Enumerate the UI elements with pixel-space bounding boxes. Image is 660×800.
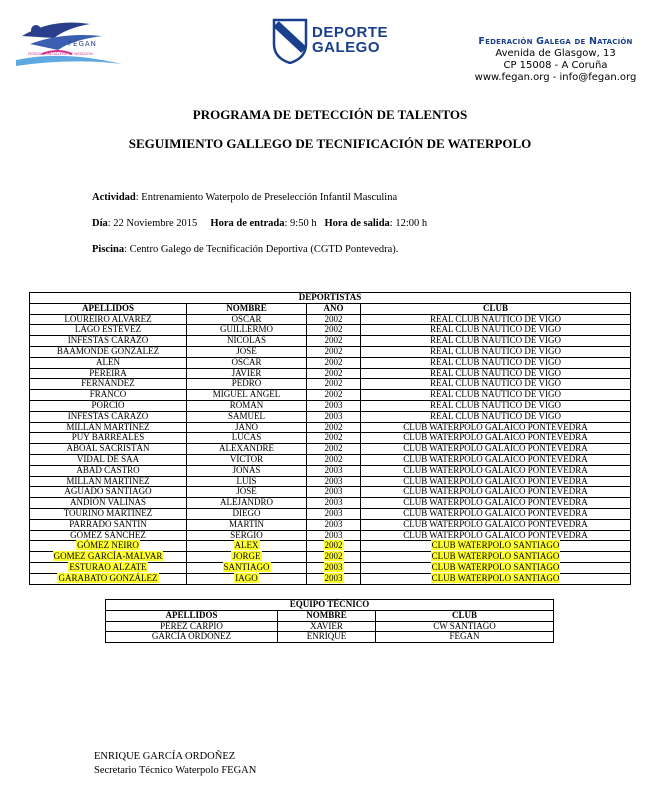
piscina-value: : Centro Galego de Tecnificación Deportiva (CGTD Pontevedra). — [124, 244, 399, 255]
cell-club-text: CLUB WATERPOLO GALAICO PONTEVEDRA — [403, 475, 588, 486]
cell-apellidos-text: TOURIÑO MARTÍNEZ — [63, 507, 153, 518]
cell-nombre-text: IAGO — [235, 572, 258, 583]
col-nombre: NOMBRE — [187, 303, 307, 314]
cell-club — [361, 357, 631, 368]
fegan-logo — [12, 10, 152, 72]
cell-nombre — [187, 498, 307, 509]
col-apellidos: APELLIDOS — [30, 303, 187, 314]
cell-club-text: REAL CLUB NAUTICO DE VIGO — [430, 389, 561, 400]
cell-apellidos-text: GOMEZ SÁNCHEZ — [70, 529, 146, 540]
cell-nombre — [187, 454, 307, 465]
cell-nombre — [187, 379, 307, 390]
cell-ano-text: 2003 — [324, 475, 343, 486]
signature-name: ENRIQUE GARCÍA ORDOÑEZ — [94, 751, 236, 762]
cell-nombre — [187, 390, 307, 401]
salida-label: Hora de salida — [324, 218, 390, 229]
cell-ano-text: 2002 — [324, 540, 343, 551]
cell-club-text: CLUB WATERPOLO GALAICO PONTEVEDRA — [403, 432, 588, 443]
deportista-row — [30, 400, 631, 411]
cell-nombre-text: DIEGO — [232, 507, 261, 518]
deportista-row — [30, 379, 631, 390]
cell-apellidos — [30, 454, 187, 465]
cell-club-text: CLUB WATERPOLO GALAICO PONTEVEDRA — [403, 453, 588, 464]
cell-ano-text: 2002 — [324, 367, 343, 378]
cell-apellidos — [30, 519, 187, 530]
cell-ano — [307, 519, 361, 530]
cell-apellidos — [30, 498, 187, 509]
cell-nombre-text: JAVIER — [231, 367, 262, 378]
cell-club-text: REAL CLUB NAUTICO DE VIGO — [430, 335, 561, 346]
cell-ano-text: 2002 — [324, 356, 343, 367]
cell-nombre — [187, 336, 307, 347]
cell-apellidos — [30, 552, 187, 563]
deportista-row — [30, 325, 631, 336]
cell-nombre-text: OSCAR — [231, 356, 262, 367]
cell-nombre — [187, 519, 307, 530]
cell-ano — [307, 422, 361, 433]
cell-nombre-text: SAMUEL — [227, 410, 265, 421]
cell-apellidos — [30, 346, 187, 357]
page-title: PROGRAMA DE DETECCIÓN DE TALENTOS — [192, 107, 468, 122]
cell-ano — [307, 325, 361, 336]
cell-nombre-text: GUILLERMO — [220, 324, 273, 335]
cell-ano — [307, 433, 361, 444]
dia-label: Día — [92, 218, 108, 229]
deportista-row — [30, 368, 631, 379]
cell-apellidos — [30, 444, 187, 455]
cell-ano-text: 2002 — [324, 313, 343, 324]
entrada-label: Hora de entrada — [210, 218, 285, 229]
cell-ano — [307, 411, 361, 422]
cell-ano — [307, 573, 361, 584]
cell-ano-text: 2002 — [324, 378, 343, 389]
cell-ano-text: 2003 — [324, 410, 343, 421]
cell-club — [361, 422, 631, 433]
deportista-row — [30, 541, 631, 552]
deportistas-title: DEPORTISTAS — [30, 293, 631, 304]
cell-ano-text: 2003 — [324, 561, 343, 572]
cell-club-text: REAL CLUB NAUTICO DE VIGO — [430, 410, 561, 421]
cell-club-text: REAL CLUB NAUTICO DE VIGO — [430, 378, 561, 389]
cell-nombre — [187, 573, 307, 584]
cell-club — [361, 314, 631, 325]
cell-ano — [307, 390, 361, 401]
cell-ano — [307, 465, 361, 476]
deportista-row — [30, 411, 631, 422]
cell-apellidos — [30, 336, 187, 347]
cell-ano-text: 2003 — [324, 497, 343, 508]
cell-apellidos-text: ESTURAO ALZATE — [69, 561, 147, 572]
deportistas-body — [30, 314, 631, 584]
cell-ano — [307, 508, 361, 519]
salida-value: : 12:00 h — [389, 218, 428, 229]
cell-apellidos-text: INFESTAS CARAZO — [67, 335, 149, 346]
cell-ano-text: 2003 — [324, 529, 343, 540]
cell-ano — [307, 368, 361, 379]
deportista-row — [30, 454, 631, 465]
cell-ano-text: 2002 — [324, 453, 343, 464]
col-club: CLUB — [361, 303, 631, 314]
tec-col-nombre: NOMBRE — [278, 610, 376, 621]
cell-apellidos-text: FERNÁNDEZ — [81, 378, 135, 389]
cell-nombre — [187, 444, 307, 455]
cell-nombre — [187, 508, 307, 519]
cell-nombre-text: OSCAR — [231, 313, 262, 324]
deportista-row — [30, 530, 631, 541]
cell-club — [361, 541, 631, 552]
cell-ano — [307, 562, 361, 573]
cell-apellidos-text: FRANCO — [89, 389, 127, 400]
cell-apellidos-text: PARRADO SANTIN — [69, 518, 147, 529]
cell-apellidos-text: GÓMEZ NEIRO — [77, 540, 139, 551]
cell-apellidos — [30, 573, 187, 584]
actividad-value: : Entrenamiento Waterpolo de Preselección Infantil Masculina — [135, 192, 398, 203]
cell-nombre — [187, 346, 307, 357]
cell-apellidos — [30, 541, 187, 552]
cell-nombre — [187, 411, 307, 422]
cell-club-text: CLUB WATERPOLO GALAICO PONTEVEDRA — [403, 421, 588, 432]
deportista-row — [30, 422, 631, 433]
tec-cell-nombre: ENRIQUE — [278, 632, 376, 643]
deportista-row — [30, 562, 631, 573]
cell-nombre-text: VÍCTOR — [229, 453, 264, 464]
cell-apellidos-text: ANDIÓN VALIÑAS — [70, 497, 146, 508]
cell-apellidos — [30, 433, 187, 444]
deportista-row — [30, 357, 631, 368]
cell-apellidos-text: ABOAL SACRISTÁN — [66, 443, 150, 454]
cell-club-text: CLUB WATERPOLO GALAICO PONTEVEDRA — [403, 497, 588, 508]
cell-nombre-text: NICOLÁS — [226, 335, 266, 346]
deportista-row — [30, 519, 631, 530]
cell-nombre-text: ALEXANDRE — [219, 443, 274, 454]
info-piscina — [92, 244, 398, 255]
info-dia — [92, 218, 427, 229]
deportista-row — [30, 552, 631, 563]
cell-apellidos — [30, 357, 187, 368]
cell-club-text: CLUB WATERPOLO GALAICO PONTEVEDRA — [403, 518, 588, 529]
signature-role: Secretario Técnico Waterpolo FEGAN — [94, 765, 257, 776]
deportista-row — [30, 433, 631, 444]
cell-nombre — [187, 465, 307, 476]
deportista-row — [30, 390, 631, 401]
cell-nombre — [187, 562, 307, 573]
cell-club — [361, 454, 631, 465]
cell-ano-text: 2002 — [324, 335, 343, 346]
cell-apellidos-text: LAGO ESTÉVEZ — [74, 324, 142, 335]
cell-ano-text: 2002 — [324, 443, 343, 454]
tec-cell-club: FEGAN — [376, 632, 554, 643]
tecnico-body — [106, 621, 554, 643]
cell-ano-text: 2003 — [324, 518, 343, 529]
tec-cell-nombre: XAVIER — [278, 621, 376, 632]
cell-nombre — [187, 368, 307, 379]
deportistas-table — [29, 292, 631, 585]
cell-apellidos — [30, 390, 187, 401]
cell-nombre — [187, 433, 307, 444]
cell-nombre-text: MARTÍN — [229, 518, 264, 529]
cell-club — [361, 444, 631, 455]
cell-nombre-text: MIGUEL ÁNGEL — [212, 389, 281, 400]
cell-club — [361, 552, 631, 563]
deportista-row — [30, 508, 631, 519]
cell-apellidos-text: ABAD CASTRO — [76, 464, 140, 475]
org-name: Federación Galega de Natación — [478, 36, 633, 47]
cell-nombre — [187, 487, 307, 498]
cell-apellidos-text: PUY BARREALES — [71, 432, 145, 443]
deportista-row — [30, 476, 631, 487]
cell-nombre-text: JORGE — [232, 551, 261, 562]
tecnico-row — [106, 621, 554, 632]
org-address-2: CP 15008 - A Coruña — [503, 60, 608, 71]
cell-ano-text: 2002 — [324, 421, 343, 432]
cell-apellidos — [30, 487, 187, 498]
cell-ano — [307, 454, 361, 465]
cell-apellidos — [30, 476, 187, 487]
cell-ano-text: 2002 — [324, 432, 343, 443]
cell-ano — [307, 357, 361, 368]
entrada-value: : 9:50 h — [284, 218, 317, 229]
dia-value: : 22 Noviembre 2015 — [107, 218, 198, 229]
cell-apellidos-text: INFESTAS CARAZO — [67, 410, 149, 421]
cell-club-text: CLUB WATERPOLO SANTIAGO — [431, 551, 560, 562]
info-actividad — [92, 192, 397, 203]
cell-apellidos — [30, 530, 187, 541]
cell-nombre-text: ALEJANDRO — [220, 497, 273, 508]
cell-nombre-text: SERGIO — [230, 529, 263, 540]
cell-ano — [307, 476, 361, 487]
cell-apellidos — [30, 325, 187, 336]
cell-nombre-text: JOSE — [236, 486, 257, 497]
tecnico-row — [106, 632, 554, 643]
cell-nombre — [187, 541, 307, 552]
cell-apellidos — [30, 379, 187, 390]
deporte-galego-logo — [272, 18, 412, 64]
cell-apellidos — [30, 411, 187, 422]
cell-ano-text: 2003 — [324, 486, 343, 497]
cell-club-text: CLUB WATERPOLO SANTIAGO — [431, 540, 560, 551]
cell-ano — [307, 541, 361, 552]
cell-nombre — [187, 530, 307, 541]
deportista-row — [30, 314, 631, 325]
cell-nombre-text: SANTIAGO — [223, 561, 270, 572]
cell-nombre-text: LUIS — [236, 475, 257, 486]
cell-nombre — [187, 422, 307, 433]
cell-nombre-text: JOSÉ — [236, 345, 257, 356]
cell-apellidos-text: LOUREIRO ALVAREZ — [64, 313, 152, 324]
cell-ano — [307, 487, 361, 498]
cell-apellidos — [30, 368, 187, 379]
cell-ano — [307, 530, 361, 541]
cell-nombre — [187, 357, 307, 368]
cell-club — [361, 400, 631, 411]
cell-apellidos — [30, 562, 187, 573]
deporte-text: DEPORTE — [312, 24, 389, 41]
cell-club — [361, 573, 631, 584]
cell-ano — [307, 444, 361, 455]
cell-nombre-text: JONÁS — [232, 464, 261, 475]
cell-apellidos-text: AGUADO SANTIAGO — [64, 486, 152, 497]
cell-club — [361, 465, 631, 476]
cell-club-text: CLUB WATERPOLO GALAICO PONTEVEDRA — [403, 464, 588, 475]
cell-ano-text: 2002 — [324, 345, 343, 356]
deportista-row — [30, 465, 631, 476]
tec-cell-club: CW SANTIAGO — [376, 621, 554, 632]
cell-apellidos-text: GOMEZ GARCÍA-MALVAR — [53, 551, 163, 562]
cell-club-text: CLUB WATERPOLO GALAICO PONTEVEDRA — [403, 443, 588, 454]
org-address-block — [468, 36, 643, 84]
cell-nombre-text: JANO — [234, 421, 258, 432]
galego-text: GALEGO — [312, 39, 381, 56]
cell-nombre — [187, 552, 307, 563]
col-ano: AÑO — [307, 303, 361, 314]
cell-ano — [307, 379, 361, 390]
cell-club — [361, 498, 631, 509]
cell-apellidos-text: MILLÁN MARTÍNEZ — [66, 421, 150, 432]
shield-icon — [272, 18, 308, 64]
cell-ano — [307, 314, 361, 325]
cell-ano-text: 2003 — [324, 464, 343, 475]
cell-apellidos-text: ALEN — [96, 356, 120, 367]
cell-club-text: CLUB WATERPOLO SANTIAGO — [431, 561, 560, 572]
cell-apellidos-text: MILLÁN MARTÍNEZ — [66, 475, 150, 486]
cell-nombre-text: ROMAN — [229, 399, 264, 410]
fegan-logo-text: FEGAN — [68, 40, 97, 48]
cell-nombre — [187, 314, 307, 325]
cell-club — [361, 411, 631, 422]
cell-club — [361, 476, 631, 487]
cell-ano-text: 2003 — [324, 572, 343, 583]
cell-club-text: CLUB WATERPOLO GALAICO PONTEVEDRA — [403, 529, 588, 540]
cell-club-text: CLUB WATERPOLO GALAICO PONTEVEDRA — [403, 486, 588, 497]
cell-apellidos — [30, 400, 187, 411]
cell-club — [361, 379, 631, 390]
page-subtitle: SEGUIMIENTO GALLEGO DE TECNIFICACIÓN DE WATERPOLO — [128, 136, 532, 151]
cell-nombre-text: ALEX — [234, 540, 259, 551]
deportista-row — [30, 444, 631, 455]
cell-club — [361, 530, 631, 541]
cell-ano-text: 2003 — [324, 507, 343, 518]
cell-apellidos-text: BAAMONDE GONZÁLEZ — [56, 345, 160, 356]
deportista-row — [30, 573, 631, 584]
cell-club-text: REAL CLUB NAUTICO DE VIGO — [430, 399, 561, 410]
tecnico-title: EQUIPO TÉCNICO — [106, 600, 554, 611]
cell-club-text: REAL CLUB NAUTICO DE VIGO — [430, 367, 561, 378]
equipo-tecnico-table — [105, 599, 554, 643]
cell-club — [361, 508, 631, 519]
cell-club — [361, 433, 631, 444]
cell-club — [361, 346, 631, 357]
cell-club — [361, 368, 631, 379]
tec-cell-apellidos: PÉREZ CARPIO — [106, 621, 278, 632]
cell-nombre — [187, 325, 307, 336]
cell-club-text: REAL CLUB NAUTICO DE VIGO — [430, 313, 561, 324]
cell-club-text: CLUB WATERPOLO GALAICO PONTEVEDRA — [403, 507, 588, 518]
fegan-logo-subtext: FEDERACIÓN GALEGA DE NATACIÓN — [28, 52, 93, 56]
cell-ano — [307, 552, 361, 563]
cell-club — [361, 487, 631, 498]
cell-apellidos-text: PORCIO — [91, 399, 125, 410]
cell-nombre — [187, 476, 307, 487]
org-web: www.fegan.org - info@fegan.org — [474, 72, 637, 83]
org-address-1: Avenida de Glasgow, 13 — [495, 48, 616, 59]
deportista-row — [30, 346, 631, 357]
cell-ano-text: 2002 — [324, 551, 343, 562]
cell-apellidos — [30, 508, 187, 519]
cell-club-text: CLUB WATERPOLO SANTIAGO — [431, 572, 560, 583]
cell-club — [361, 325, 631, 336]
cell-nombre — [187, 400, 307, 411]
cell-club — [361, 562, 631, 573]
cell-apellidos-text: GARABATO GONZÁLEZ — [58, 572, 158, 583]
deportista-row — [30, 336, 631, 347]
cell-ano — [307, 346, 361, 357]
cell-ano — [307, 336, 361, 347]
tec-cell-apellidos: GARCÍA ORDOÑEZ — [106, 632, 278, 643]
cell-club-text: REAL CLUB NAUTICO DE VIGO — [430, 345, 561, 356]
cell-club-text: REAL CLUB NAUTICO DE VIGO — [430, 324, 561, 335]
tec-col-apellidos: APELLIDOS — [106, 610, 278, 621]
deportista-row — [30, 498, 631, 509]
cell-club — [361, 390, 631, 401]
cell-club-text: REAL CLUB NAUTICO DE VIGO — [430, 356, 561, 367]
cell-ano-text: 2002 — [324, 389, 343, 400]
cell-apellidos — [30, 422, 187, 433]
cell-apellidos-text: VIDAL DE SAA — [76, 453, 140, 464]
cell-apellidos — [30, 465, 187, 476]
piscina-label: Piscina — [92, 244, 125, 255]
cell-ano-text: 2002 — [324, 324, 343, 335]
actividad-label: Actividad — [92, 192, 136, 203]
cell-apellidos — [30, 314, 187, 325]
cell-club — [361, 336, 631, 347]
cell-club — [361, 519, 631, 530]
cell-ano-text: 2003 — [324, 399, 343, 410]
cell-nombre-text: PEDRO — [231, 378, 262, 389]
cell-ano — [307, 400, 361, 411]
cell-apellidos-text: PEREIRA — [89, 367, 127, 378]
cell-nombre-text: LUCAS — [231, 432, 262, 443]
deportista-row — [30, 487, 631, 498]
cell-ano — [307, 498, 361, 509]
tec-col-club: CLUB — [376, 610, 554, 621]
